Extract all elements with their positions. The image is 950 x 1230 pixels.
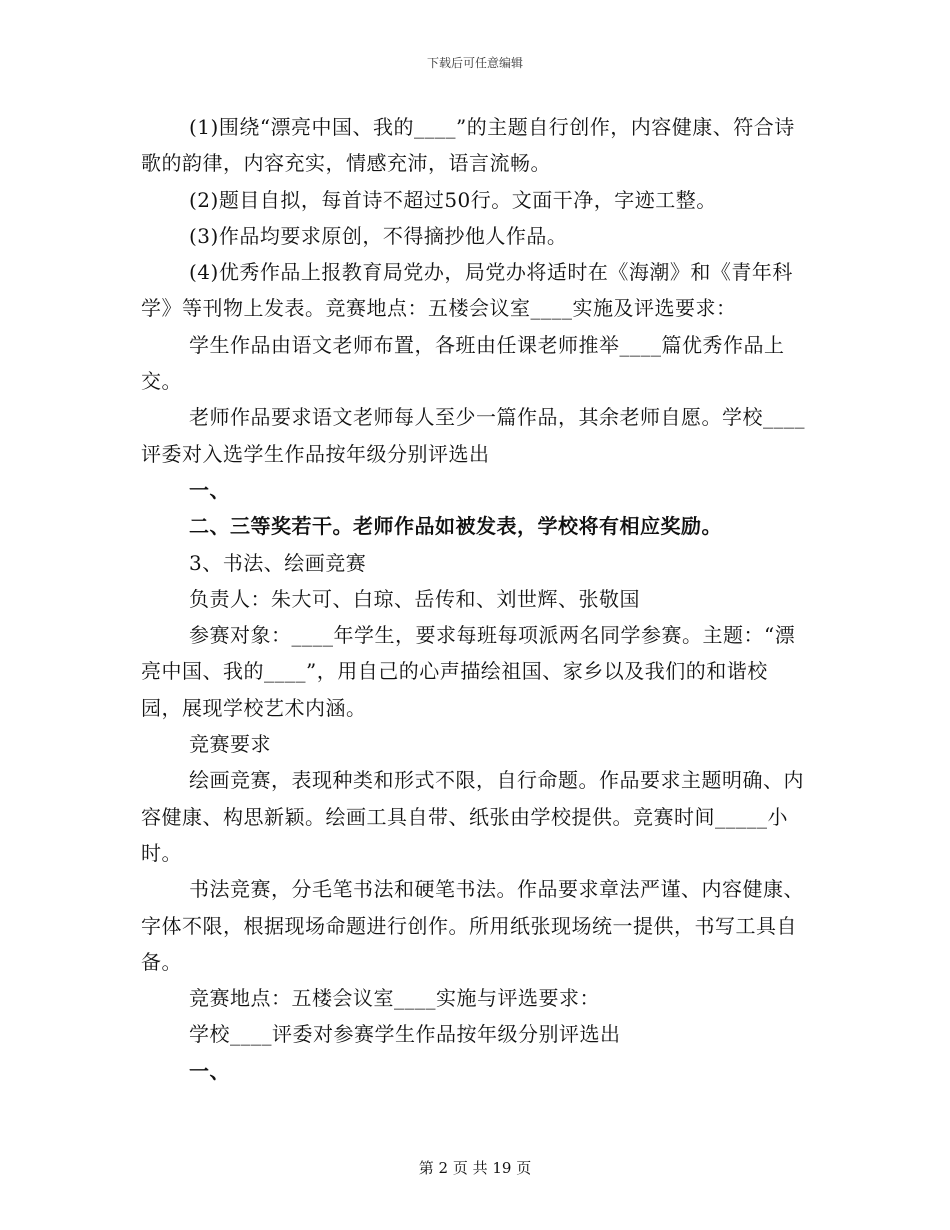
- section-heading-3: 3、书法、绘画竞赛: [189, 550, 367, 575]
- paragraph-12: 竞赛要求: [189, 732, 271, 757]
- paragraph-17: 一、: [189, 1058, 230, 1083]
- paragraph-16: 学校____评委对参赛学生作品按年级分别评选出: [189, 1022, 621, 1047]
- paragraph-14: 书法竞赛，分毛笔书法和硬笔书法。作品要求章法严谨、内容健康、字体不限，根据现场命题进行创作。所用纸张现场统一提供，书写工具自备。: [141, 877, 804, 974]
- paragraph-13: 绘画竞赛，表现种类和形式不限，自行命题。作品要求主题明确、内容健康、构思新颖。绘画工具自带、纸张由学校提供。竞赛时间_____小时。: [141, 768, 804, 865]
- page-footer: 第 2 页 共 19 页: [418, 1159, 532, 1177]
- paragraph-1: (1)围绕“漂亮中国、我的____”的主题自行创作，内容健康、符合诗歌的韵律，内容充实，情感充沛，语言流畅。: [141, 115, 795, 176]
- page-header: 下载后可任意编辑: [426, 56, 523, 70]
- paragraph-3: (3)作品均要求原创，不得摘抄他人作品。: [189, 223, 568, 248]
- paragraph-11: 参赛对象：____年学生，要求每班每项派两名同学参赛。主题：“漂亮中国、我的____”，用自己的心声描绘祖国、家乡以及我们的和谐校园，展现学校艺术内涵。: [141, 623, 796, 720]
- paragraph-5: 学生作品由语文老师布置，各班由任课老师推举____篇优秀作品上交。: [141, 332, 785, 394]
- paragraph-4: (4)优秀作品上报教育局党办，局党办将适时在《海潮》和《青年科学》等刊物上发表。竞赛地点：五楼会议室____实施及评选要求：: [141, 260, 793, 321]
- paragraph-15: 竞赛地点：五楼会议室____实施与评选要求：: [189, 986, 600, 1011]
- paragraph-8: 二、三等奖若干。老师作品如被发表，学校将有相应奖励。: [189, 514, 722, 539]
- paragraph-6: 老师作品要求语文老师每人至少一篇作品，其余老师自愿。学校____评委对入选学生作品按年级分别评选出: [141, 405, 805, 466]
- document-body: [141, 109, 806, 1089]
- paragraph-10: 负责人：朱大可、白琼、岳传和、刘世辉、张敬国: [189, 586, 640, 611]
- paragraph-7: 一、: [189, 477, 230, 502]
- paragraph-2: (2)题目自拟，每首诗不超过50行。文面干净，字迹工整。: [189, 187, 717, 212]
